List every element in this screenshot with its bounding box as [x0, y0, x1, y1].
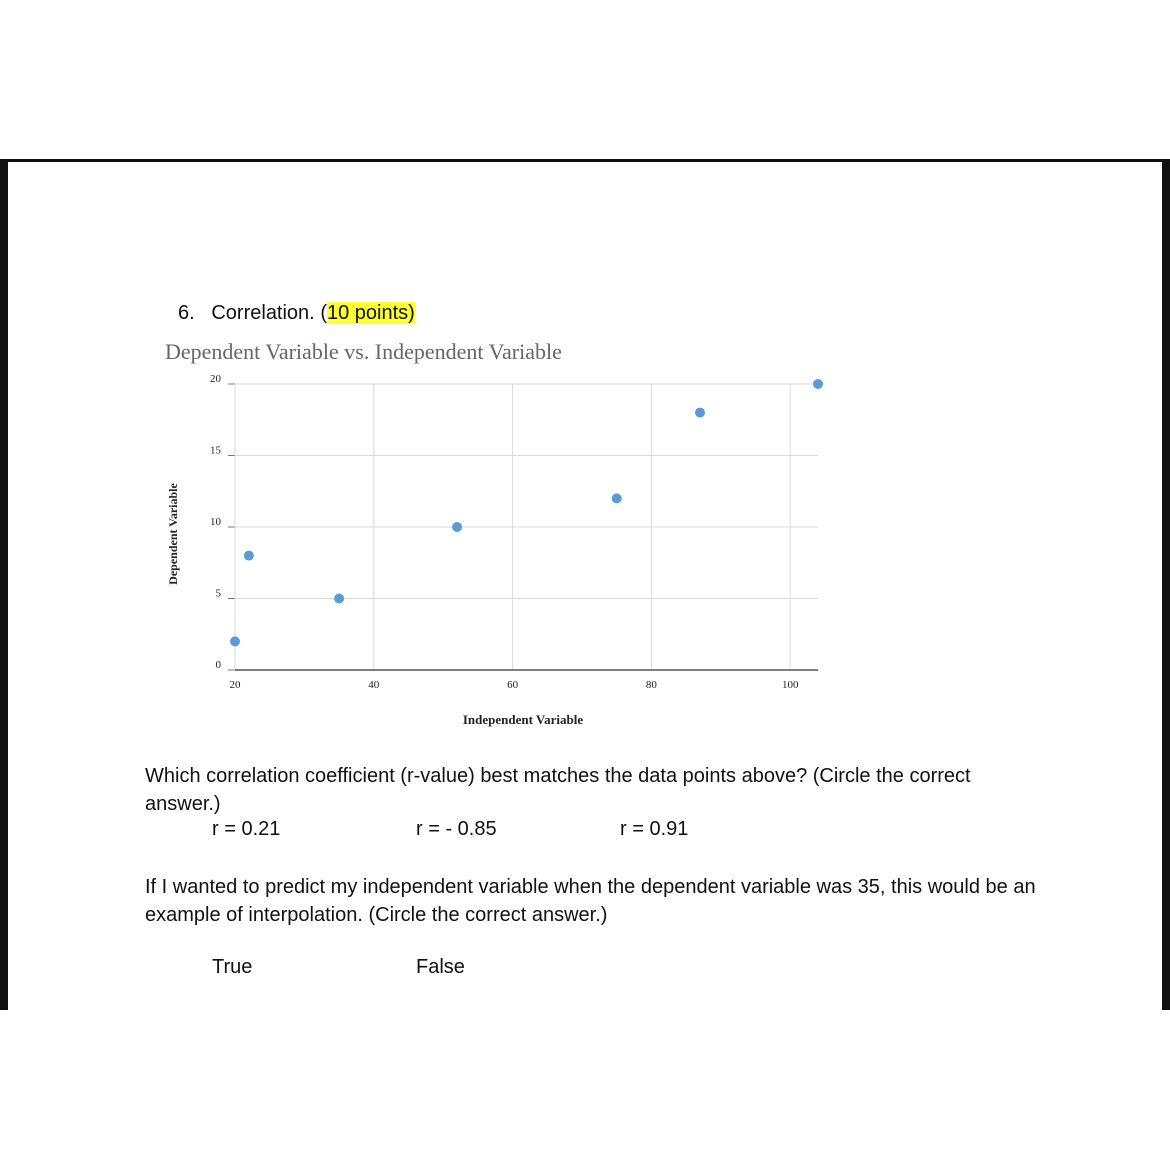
points-label: 10 points) — [326, 302, 415, 324]
data-point — [230, 636, 240, 646]
data-point — [695, 408, 705, 418]
x-tick-label: 60 — [507, 679, 519, 691]
data-point — [612, 493, 622, 503]
data-point — [334, 594, 344, 604]
y-tick-label: 5 — [215, 587, 221, 600]
data-point — [244, 551, 254, 561]
points-open-paren: ( — [320, 302, 327, 324]
question-6-heading — [178, 302, 415, 325]
chart-title: Dependent Variable vs. Independent Variable — [165, 339, 562, 364]
y-tick-label: 10 — [210, 516, 221, 528]
chart-gridlines — [228, 384, 818, 670]
x-tick-label: 40 — [368, 679, 380, 691]
x-tick-labels — [230, 679, 799, 691]
y-tick-labels — [210, 373, 222, 671]
scatter-chart — [150, 330, 850, 740]
x-tick-label: 100 — [781, 679, 799, 691]
y-tick-label: 0 — [215, 659, 221, 671]
page-border-right — [1162, 159, 1170, 1010]
x-tick-label: 20 — [229, 679, 241, 691]
page-border-left — [0, 159, 8, 1010]
data-points — [230, 379, 823, 646]
y-tick-label: 20 — [210, 373, 221, 385]
x-tick-label: 80 — [645, 679, 657, 691]
question-title: Correlation. — [211, 302, 315, 324]
option-true[interactable]: True — [212, 956, 253, 978]
option-r-neg-0-85[interactable]: r = - 0.85 — [416, 818, 497, 840]
y-tick-label: 15 — [210, 444, 221, 457]
question-interpolation-text: If I wanted to predict my independent variable when the dependent variable was 35, this would be an example of interpolation. (Circle the correct answer.) — [145, 876, 1036, 926]
data-point — [452, 522, 462, 532]
option-false[interactable]: False — [416, 956, 465, 978]
question-number: 6. — [178, 302, 195, 324]
question-correlation-text: Which correlation coefficient (r-value) best matches the data points above? (Circle the correct answer.) — [145, 765, 971, 815]
data-point — [813, 379, 823, 389]
x-axis-label: Independent Variable — [462, 712, 584, 727]
page-border-top — [0, 159, 1170, 162]
y-axis-label: Dependent Variable — [166, 483, 180, 585]
option-r-0-21[interactable]: r = 0.21 — [212, 818, 281, 840]
option-r-0-91[interactable]: r = 0.91 — [620, 818, 689, 840]
